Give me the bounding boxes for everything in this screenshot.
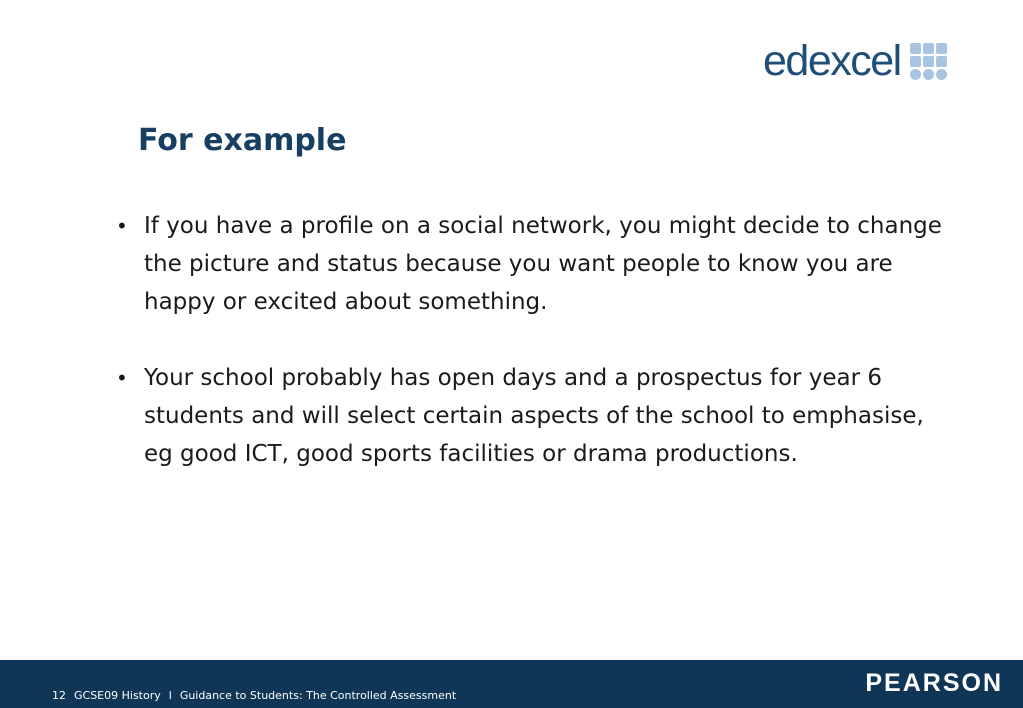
document-title: Guidance to Students: The Controlled Assessment: [179, 689, 457, 702]
logo-grid-cell: [923, 56, 934, 67]
logo-grid-cell: [936, 69, 947, 80]
footer-bar: [0, 660, 1023, 708]
bullet-item: [112, 359, 942, 473]
bullet-icon: •: [116, 214, 128, 238]
page-number: 12: [51, 689, 66, 702]
logo-grid-cell: [936, 43, 947, 54]
bullet-list: [112, 207, 942, 511]
logo-grid-cell: [910, 56, 921, 67]
slide-title: For example: [138, 123, 347, 158]
logo-grid-cell: [936, 56, 947, 67]
edexcel-grid-logo-icon: [910, 43, 947, 80]
logo-wordmark: edexcel: [763, 37, 901, 85]
edexcel-logo: [763, 37, 947, 85]
logo-grid-cell: [923, 69, 934, 80]
pearson-logo: PEARSON: [865, 669, 1003, 697]
footer-separator: l: [168, 689, 172, 702]
logo-grid-cell: [910, 43, 921, 54]
bullet-icon: •: [116, 366, 128, 390]
bullet-text: Your school probably has open days and a prospectus for year 6 students and will select certain aspects of the school to emphasise, eg good ICT, good sports facilities or drama productions.: [144, 365, 924, 467]
course-name: GCSE09 History: [73, 689, 161, 702]
logo-grid-cell: [923, 43, 934, 54]
bullet-text: If you have a profile on a social network, you might decide to change the picture and status because you want people to know you are happy or excited about something.: [144, 213, 942, 315]
bullet-item: [112, 207, 942, 321]
footer-text: [31, 676, 464, 708]
logo-grid-cell: [910, 69, 921, 80]
